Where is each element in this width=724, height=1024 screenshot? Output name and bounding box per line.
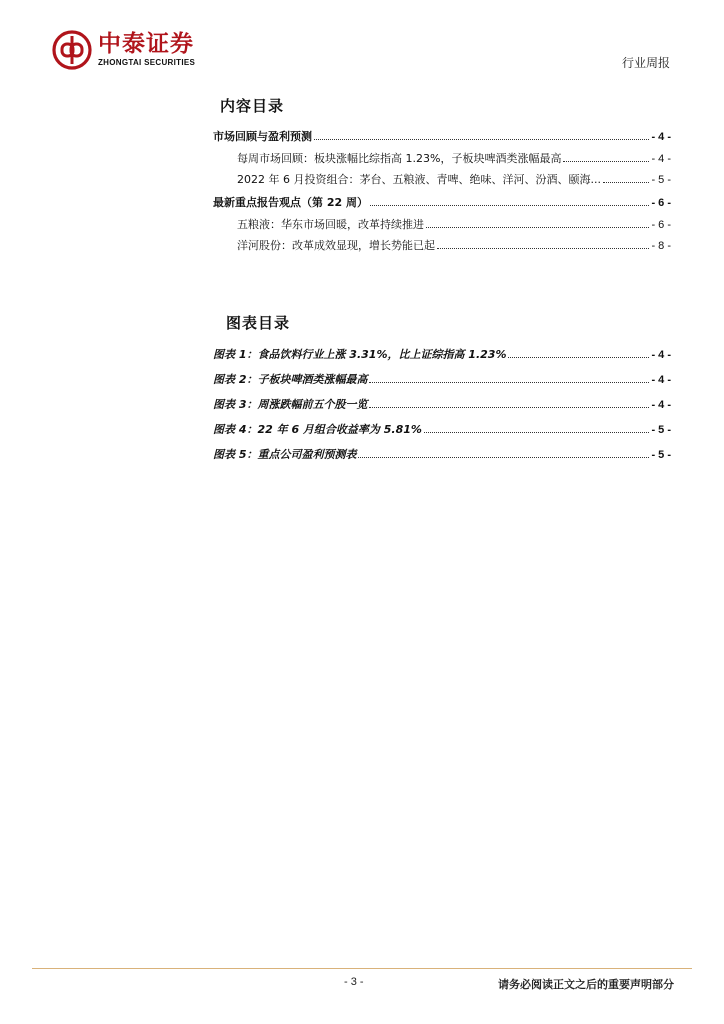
dot-leader	[563, 161, 649, 162]
toc-entry[interactable]	[213, 171, 671, 187]
toc-entry[interactable]	[213, 216, 671, 232]
dot-leader	[603, 182, 649, 183]
figure-entry-page: - 4 -	[651, 349, 671, 361]
dot-leader	[358, 457, 649, 458]
toc-entry-page: - 6 -	[651, 219, 671, 231]
brand-name-cn: 中泰证券	[98, 31, 194, 57]
footer-disclaimer: 请务必阅读正文之后的重要声明部分	[498, 978, 674, 991]
toc-entry-page: - 6 -	[651, 197, 671, 209]
figure-entry-page: - 5 -	[651, 449, 671, 461]
contents-title: 内容目录	[220, 97, 285, 115]
brand-name-en: ZHONGTAI SECURITIES	[98, 58, 196, 67]
toc-entry-page: - 8 -	[651, 240, 671, 252]
figure-entry-text: 图表 3：周涨跌幅前五个股一览	[213, 398, 368, 411]
toc-entry-text: 最新重点报告观点（第 22 周）	[213, 196, 368, 209]
dot-leader	[426, 227, 649, 228]
zhongtai-logo-icon	[52, 30, 92, 70]
footer-divider	[32, 968, 692, 969]
toc-entry[interactable]	[213, 128, 671, 144]
dot-leader	[508, 357, 649, 358]
figure-entry[interactable]	[213, 421, 671, 437]
figure-entry-page: - 5 -	[651, 424, 671, 436]
toc-entry-text: 每周市场回顾：板块涨幅比综指高 1.23%，子板块啤酒类涨幅最高	[237, 152, 562, 165]
figures-list	[213, 342, 671, 467]
figure-entry-page: - 4 -	[651, 374, 671, 386]
toc-entry[interactable]	[213, 194, 671, 210]
dot-leader	[424, 432, 650, 433]
dot-leader	[369, 407, 649, 408]
dot-leader	[369, 382, 649, 383]
toc-entry-text: 五粮液：华东市场回暖，改革持续推进	[237, 218, 424, 231]
figure-entry-page: - 4 -	[651, 399, 671, 411]
figure-entry-text: 图表 5：重点公司盈利预测表	[213, 448, 357, 461]
figure-entry-text: 图表 4：22 年 6 月组合收益率为 5.81%	[213, 423, 422, 436]
figure-entry[interactable]	[213, 446, 671, 462]
dot-leader	[314, 139, 649, 140]
report-type-label: 行业周报	[621, 56, 670, 70]
toc-entry-page: - 4 -	[651, 153, 671, 165]
dot-leader	[437, 248, 649, 249]
toc-entry[interactable]	[213, 150, 671, 166]
company-logo	[52, 28, 195, 72]
contents-list	[213, 124, 671, 254]
toc-entry-text: 2022 年 6 月投资组合：茅台、五粮液、青啤、绝味、洋河、汾酒、颐海...	[237, 173, 601, 186]
figure-entry[interactable]	[213, 396, 671, 412]
figure-entry-text: 图表 1：食品饮料行业上涨 3.31%，比上证综指高 1.23%	[213, 348, 507, 361]
toc-entry-text: 洋河股份：改革成效显现，增长势能已起	[237, 239, 435, 252]
toc-entry[interactable]	[213, 237, 671, 253]
dot-leader	[370, 205, 649, 206]
toc-entry-page: - 5 -	[651, 174, 671, 186]
page-number: - 3 -	[344, 976, 364, 988]
figure-entry[interactable]	[213, 346, 671, 362]
toc-entry-page: - 4 -	[651, 131, 671, 143]
figure-entry-text: 图表 2：子板块啤酒类涨幅最高	[213, 373, 368, 386]
toc-entry-text: 市场回顾与盈利预测	[213, 130, 312, 143]
figures-title: 图表目录	[226, 314, 291, 332]
figure-entry[interactable]	[213, 371, 671, 387]
